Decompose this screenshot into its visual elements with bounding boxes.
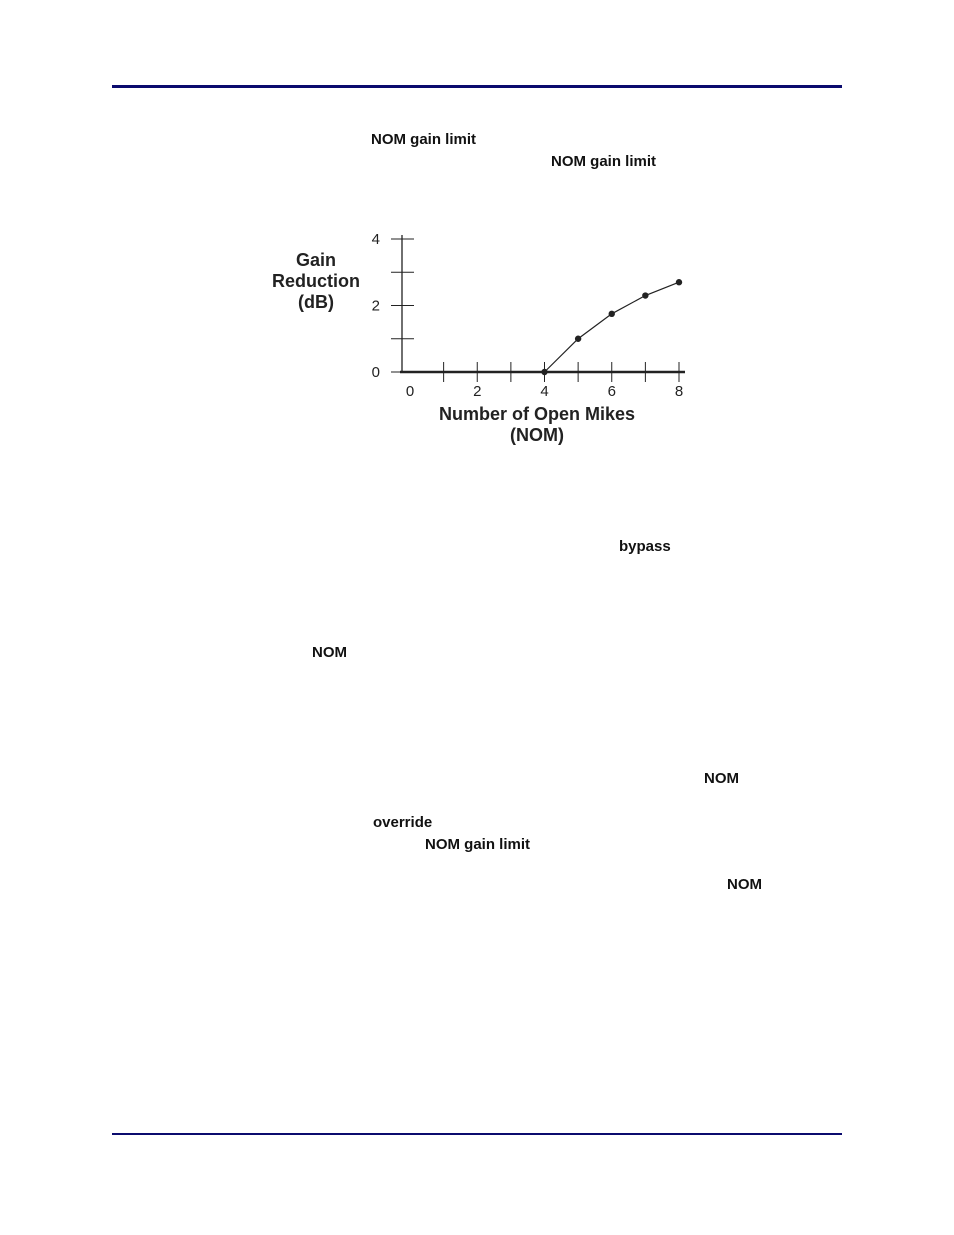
y-axis-title-line: Gain: [295, 250, 337, 270]
data-point: [642, 292, 648, 298]
x-tick-label: 2: [473, 383, 482, 400]
x-tick-label: 0: [405, 383, 415, 400]
data-point: [541, 369, 547, 375]
keyword-nom: NOM: [312, 644, 347, 661]
x-axis-title: [439, 404, 635, 445]
footer-rule: [112, 1133, 842, 1135]
chart-ticks: [391, 239, 679, 382]
data-point: [609, 311, 615, 317]
y-axis-title-line: Reduction: [272, 271, 360, 291]
y-axis-title-line: (dB): [298, 292, 334, 312]
keyword-bypass: bypass: [619, 538, 671, 555]
chart-axes: [400, 235, 685, 372]
series-points: [541, 279, 682, 375]
series-line: [545, 282, 680, 372]
x-tick-label: 6: [607, 383, 616, 400]
x-tick-label: 8: [674, 383, 684, 400]
data-point: [676, 279, 682, 285]
y-tick-label: 2: [371, 297, 380, 315]
keyword-nom: NOM: [704, 770, 739, 787]
y-tick-label: 0: [371, 364, 380, 381]
x-axis-title-line: Number of Open Mikes: [438, 404, 636, 424]
x-axis-title-line: (NOM): [510, 425, 564, 445]
keyword-nom-gain-limit: NOM gain limit: [551, 153, 656, 170]
keyword-nom-gain-limit: NOM gain limit: [371, 131, 476, 148]
y-axis-title: [272, 250, 360, 312]
gain-reduction-chart: [0, 0, 954, 470]
keyword-nom: NOM: [727, 876, 762, 893]
chart-tick-labels: [372, 231, 684, 400]
y-tick-label: 4: [371, 231, 380, 248]
data-point: [575, 336, 581, 342]
keyword-override: override: [373, 814, 433, 831]
keyword-nom-gain-limit: NOM gain limit: [425, 836, 530, 853]
x-tick-label: 4: [540, 383, 549, 400]
